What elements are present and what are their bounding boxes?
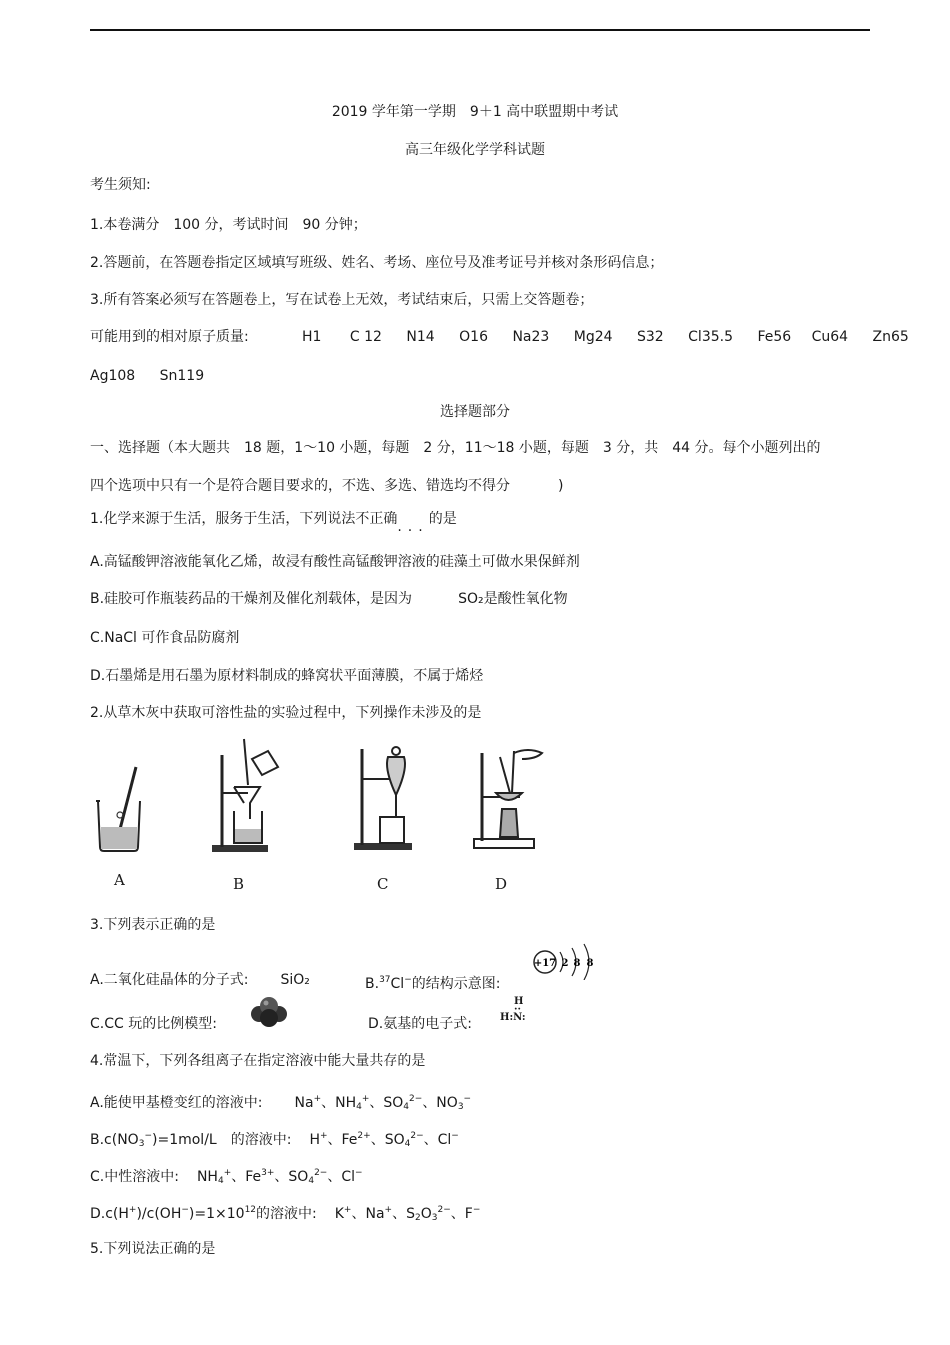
nucleus-charge: +17 [533, 958, 557, 969]
q1-option-d: D.石墨烯是用石墨为原材料制成的蜂窝状平面薄膜，不属于烯烃 [90, 668, 484, 684]
notice-item-1: 1.本卷满分 100 分，考试时间 90 分钟； [90, 217, 367, 233]
q3-option-b-symbol: Cl [390, 976, 405, 992]
q4-option-c: C.中性溶液中: $NH_4^+$、$Fe^{3+}$、$SO_4^{2-}$、Cl− [90, 1168, 363, 1186]
mass-c: C 12 [349, 329, 382, 345]
q4-option-b-label-b: )=1mol/L 的溶液中: [152, 1132, 292, 1148]
q3-option-d: D.氨基的电子式: [368, 1016, 472, 1032]
evaporation-figure [470, 743, 560, 855]
atomic-masses-row-1 [302, 328, 909, 346]
section-instruction-close: ) [558, 478, 564, 494]
mass-zn: Zn65 [872, 329, 909, 345]
atomic-masses-label: 可能用到的相对原子质量: [90, 329, 249, 345]
q3-option-b-prefix: B. [365, 976, 380, 992]
q4-stem: 4.常温下，下列各组离子在指定溶液中能大量共存的是 [90, 1053, 426, 1069]
dissolving-beaker-figure [90, 763, 150, 858]
amino-top-h: H [514, 996, 524, 1007]
mass-fe: Fe56 [757, 329, 792, 345]
q3-option-c: C.CC 玩的比例模型: [90, 1016, 217, 1032]
notice-item-2: 2.答题前，在答题卷指定区域填写班级、姓名、考场、座位号及准考证号并核对条形码信息； [90, 255, 664, 271]
separatory-funnel-figure [352, 739, 422, 854]
q1-stem-end: 的是 [428, 511, 457, 527]
notice-heading: 考生须知: [90, 177, 151, 193]
exam-subtitle: 高三年级化学学科试题 [405, 142, 545, 158]
q4-option-d-label-d: 的溶液中: [256, 1206, 317, 1222]
exam-title: 2019 学年第一学期 9＋1 高中联盟期中考试 [331, 104, 619, 120]
q4-option-d-label-b: )/c(OH [136, 1206, 182, 1222]
mass-mg: Mg24 [573, 329, 613, 345]
q3-option-b-suffix: 的结构示意图: [411, 976, 501, 992]
shell-3-electrons: 8 [586, 958, 594, 969]
mass-cu: Cu64 [811, 329, 849, 345]
q1-option-a: A.高锰酸钾溶液能氧化乙烯，故浸有酸性高锰酸钾溶液的硅藻土可做水果保鲜剂 [90, 554, 580, 570]
q4-option-d-exp: 12 [244, 1205, 257, 1215]
top-rule [90, 29, 870, 31]
q2-label-c: C [377, 875, 389, 893]
section-instruction-2-text: 四个选项中只有一个是符合题目要求的，不选、多选、错选均不得分 [90, 478, 510, 494]
q4-option-c-label: C.中性溶液中: [90, 1169, 179, 1185]
q1-option-b-end: 是酸性氧化物 [483, 591, 568, 607]
q1-emphasis-dots: ... [397, 519, 429, 535]
q2-apparatus-figures [90, 735, 570, 895]
q3-option-a [90, 971, 310, 989]
q2-label-b: B [233, 875, 245, 893]
q2-label-d: D [495, 875, 508, 893]
section-title: 选择题部分 [440, 404, 510, 420]
q3-option-b-charge: − [404, 975, 412, 985]
q3-option-b [365, 971, 500, 993]
mass-cl: Cl35.5 [688, 329, 733, 345]
q4-option-a-label: A.能使甲基橙变红的溶液中: [90, 1095, 263, 1111]
q2-label-a: A [114, 871, 125, 889]
shell-1-electrons: 2 [561, 958, 569, 969]
q1-option-c: C.NaCl 可作食品防腐剂 [90, 630, 240, 646]
mass-s: S32 [637, 329, 664, 345]
filtration-figure [208, 735, 308, 860]
q4-option-b-label-a: B.c(NO [90, 1132, 139, 1148]
shell-2-electrons: 8 [573, 958, 581, 969]
amino-electron-formula: H ·· H:N: [500, 996, 526, 1023]
atomic-masses-row-2 [90, 367, 204, 385]
amino-hn: H:N: [500, 1012, 526, 1023]
q3-option-a-label: A.二氧化硅晶体的分子式: [90, 972, 249, 988]
mass-na: Na23 [512, 329, 550, 345]
q4-option-d-label-c: )=1×10 [188, 1206, 245, 1222]
q1-stem-text: 1.化学来源于生活，服务于生活，下列说法不正确 [90, 511, 398, 527]
q4-option-d-label-a: D.c(H [90, 1206, 129, 1222]
chloride-ion-structure-diagram [530, 940, 600, 980]
q3-stem: 3.下列表示正确的是 [90, 917, 216, 933]
q1-option-b-formula: SO₂ [458, 591, 484, 607]
q1-option-b [90, 590, 568, 608]
mass-n: N14 [406, 329, 435, 345]
mass-sn: Sn119 [159, 368, 205, 384]
mass-h: H1 [302, 329, 322, 345]
q4-option-d: $D.c(H^+)/c(OH^-)=1\times 10^{12}$的溶液中: K+、Na+、$S_2O_3^{2-}$、F− [90, 1205, 481, 1223]
q1-option-b-text: B.硅胶可作瓶装药品的干燥剂及催化剂载体，是因为 [90, 591, 413, 607]
q1-stem [90, 510, 457, 535]
notice-item-3: 3.所有答案必须写在答题卷上，写在试卷上无效，考试结束后，只需上交答题卷； [90, 292, 594, 308]
section-instruction-2 [90, 477, 563, 495]
mass-ag: Ag108 [90, 368, 136, 384]
q3-option-a-formula: SiO₂ [280, 972, 310, 988]
space-filling-model-icon [249, 994, 289, 1030]
mass-o: O16 [459, 329, 488, 345]
q3-option-b-mass: 37 [379, 975, 391, 985]
q5-stem: 5.下列说法正确的是 [90, 1241, 216, 1257]
q4-option-a: A.能使甲基橙变红的溶液中: Na+、$NH_4^+$、$SO_4^{2-}$、$NO_3^-$ [90, 1094, 472, 1112]
q2-stem: 2.从草木灰中获取可溶性盐的实验过程中，下列操作未涉及的是 [90, 705, 482, 721]
q4-option-b: $B.c(NO_3^-)=1mol/L$ 的溶液中: H+、$Fe^{2+}$、$SO_4^{2-}$、Cl− [90, 1131, 459, 1149]
section-instruction-1: 一、选择题（本大题共 18 题，1～10 小题，每题 2 分，11～18 小题，每题 3 分，共 44 分。每个小题列出的 [90, 440, 821, 456]
